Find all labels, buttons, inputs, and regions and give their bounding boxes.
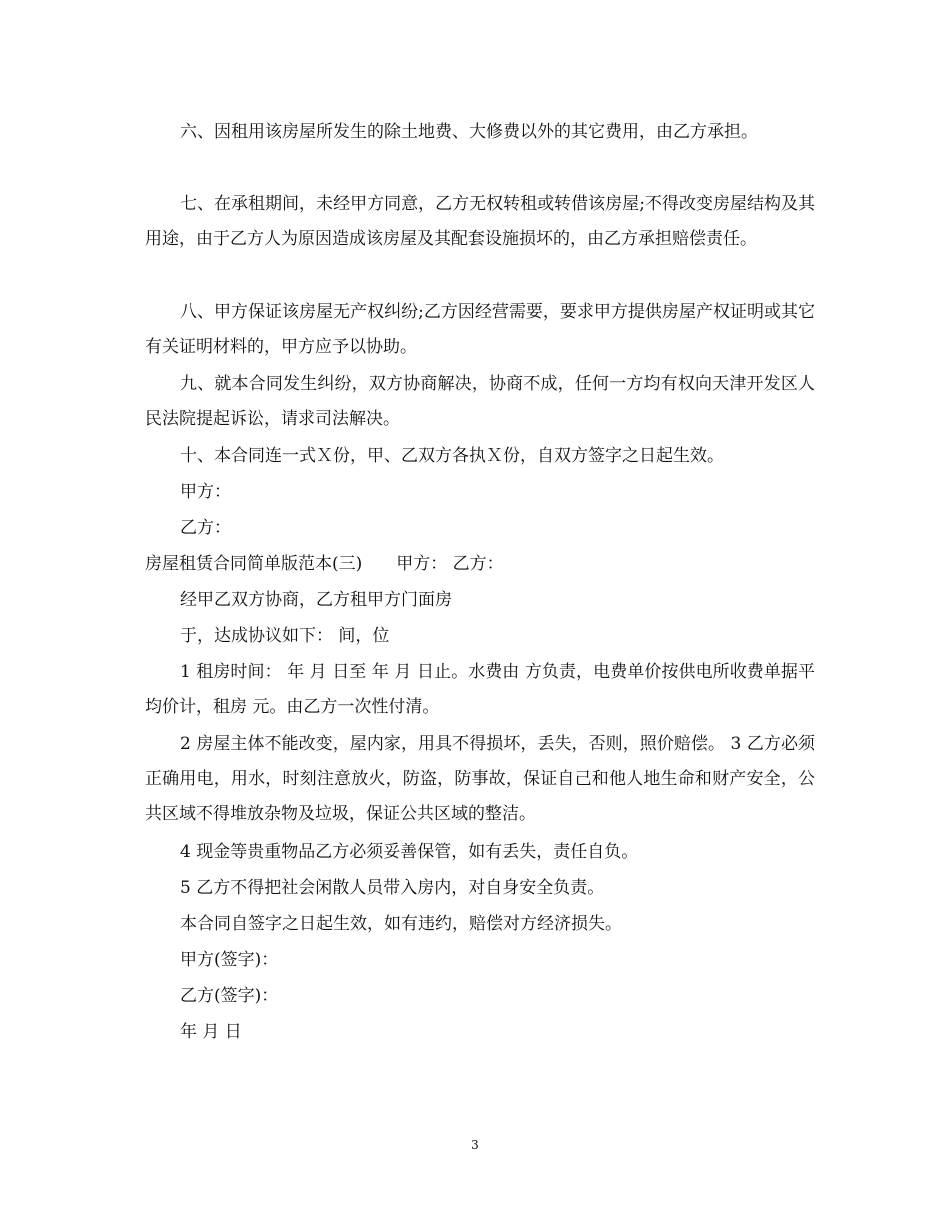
item-2: 2 房屋主体不能改变，屋内家，用具不得损坏，丢失，否则，照价赔偿。 3 乙方必须正确用电，用水，时刻注意放火，防盗，防事故，保证自己和他人地生命和财产安全，公共区域不得堆放杂物及垃圾，保证公共区域的整洁。 bbox=[145, 734, 815, 824]
clause-9: 九、就本合同发生纠纷，双方协商解决，协商不成，任何一方均有权向天津开发区人民法院提起诉讼，请求司法解决。 bbox=[145, 374, 815, 429]
item-1: 1 租房时间： 年 月 日至 年 月 日止。水费由 方负责，电费单价按供电所收费单据平均价计，租房 元。由乙方一次性付清。 bbox=[145, 662, 815, 717]
item-4: 4 现金等贵重物品乙方必须妥善保管，如有丢失，责任自负。 bbox=[180, 842, 639, 862]
clause-7: 七、在承租期间，未经甲方同意，乙方无权转租或转借该房屋;不得改变房屋结构及其用途，由于乙方人为原因造成该房屋及其配套设施损坏的，由乙方承担赔偿责任。 bbox=[145, 194, 815, 249]
item-5: 5 乙方不得把社会闲散人员带入房内，对自身安全负责。 bbox=[180, 878, 605, 898]
clause-8: 八、甲方保证该房屋无产权纠纷;乙方因经营需要，要求甲方提供房屋产权证明或其它有关证明材料的，甲方应予以协助。 bbox=[145, 302, 815, 357]
section-title: 房屋租赁合同简单版范本(三) 甲方： 乙方： bbox=[145, 554, 504, 574]
clause-6: 六、因租用该房屋所发生的除土地费、大修费以外的其它费用，由乙方承担。 bbox=[180, 122, 758, 142]
signature-date: 年 月 日 bbox=[180, 1022, 242, 1042]
party-a-label: 甲方： bbox=[180, 482, 231, 502]
party-b-label: 乙方： bbox=[180, 518, 231, 538]
intro-line-2: 于，达成协议如下： 间，位 bbox=[180, 626, 390, 646]
effective-clause: 本合同自签字之日起生效，如有违约，赔偿对方经济损失。 bbox=[180, 914, 622, 934]
signature-party-b: 乙方(签字)： bbox=[180, 986, 279, 1006]
intro-line-1: 经甲乙双方协商，乙方租甲方门面房 bbox=[180, 590, 452, 610]
page-number: 3 bbox=[471, 1138, 479, 1152]
signature-party-a: 甲方(签字)： bbox=[180, 950, 279, 970]
clause-10: 十、本合同连一式Ｘ份，甲、乙双方各执Ｘ份，自双方签字之日起生效。 bbox=[180, 446, 724, 466]
